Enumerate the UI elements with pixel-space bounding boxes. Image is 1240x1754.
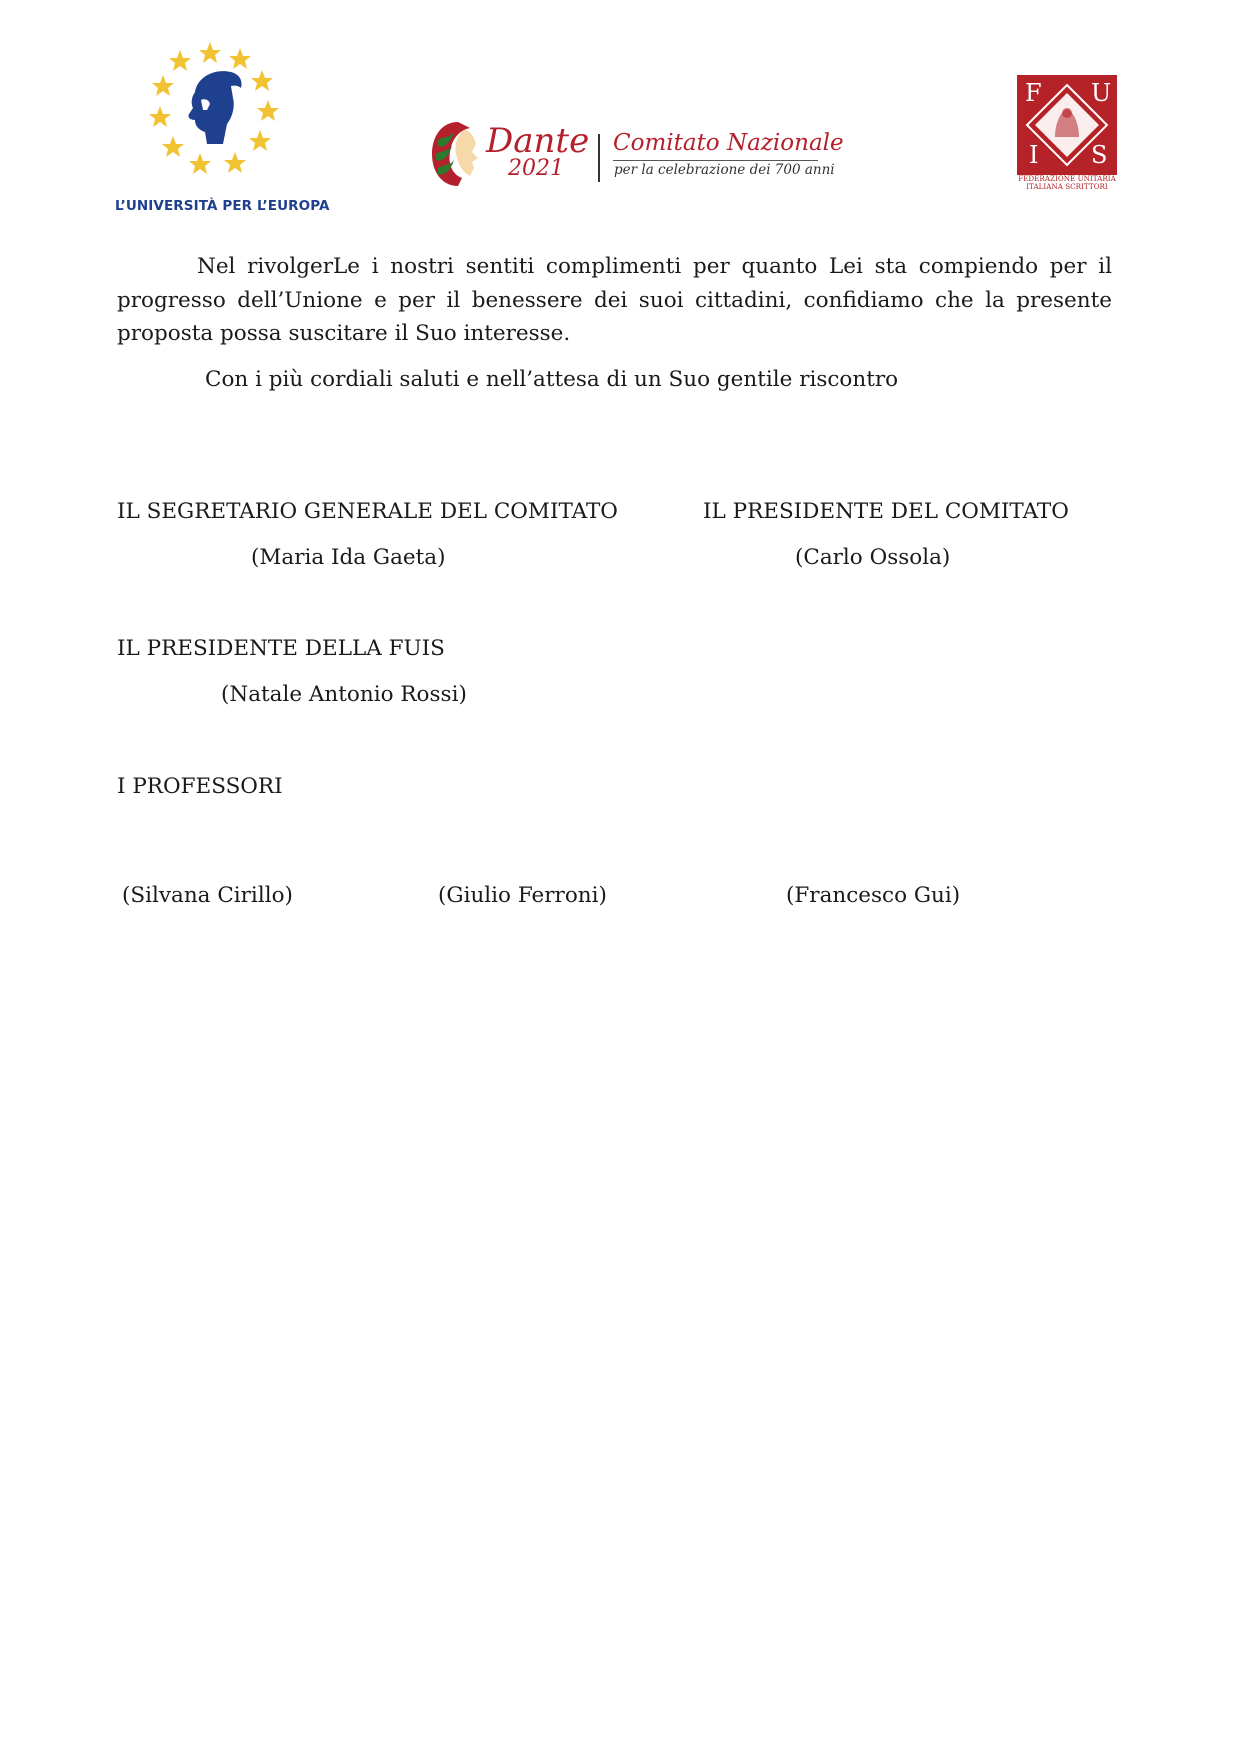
athena-helmet-icon [188, 71, 241, 144]
fuis-emblem [1017, 75, 1117, 175]
president-committee-name: (Carlo Ossola) [795, 545, 951, 570]
fuis-caption-line2: ITALIANA SCRITTORI [1026, 182, 1108, 192]
president-fuis-name: (Natale Antonio Rossi) [221, 682, 467, 707]
fuis-letter-i: I [1029, 141, 1039, 169]
professor-name: (Giulio Ferroni) [438, 883, 607, 908]
professor-name: (Francesco Gui) [786, 883, 961, 908]
president-committee-role: IL PRESIDENTE DEL COMITATO [703, 499, 1069, 524]
fuis-logo [1017, 75, 1117, 192]
president-fuis-role: IL PRESIDENTE DELLA FUIS [117, 636, 445, 661]
fuis-letter-s: S [1091, 141, 1108, 169]
fuis-caption [1017, 175, 1117, 192]
greeting-paragraph: Con i più cordiali saluti e nell’attesa di un Suo gentile riscontro [205, 367, 899, 392]
dante-profile-icon [428, 118, 488, 190]
dante-2021-logo [428, 118, 848, 198]
university-logo-caption: L’UNIVERSITÀ PER L’EUROPA [115, 198, 330, 214]
dante-year: 2021 [508, 156, 564, 181]
comitato-subtitle: per la celebrazione dei 700 anni [614, 162, 835, 178]
dante-wordmark: Dante [486, 121, 590, 161]
professors-role: I PROFESSORI [117, 774, 283, 799]
professor-name: (Silvana Cirillo) [122, 883, 293, 908]
secretary-name: (Maria Ida Gaeta) [251, 545, 446, 570]
fuis-letter-f: F [1025, 79, 1042, 107]
logo-separator [598, 134, 600, 182]
university-europe-logo [115, 40, 330, 215]
fuis-caption-line1: FEDERAZIONE UNITARIA [1018, 174, 1116, 183]
athena-stars-emblem [135, 40, 300, 190]
closing-paragraph: Nel rivolgerLe i nostri sentiti complimenti per quanto Lei sta compiendo per il progresso dell’Unione e per il benessere dei suoi cittadini, confidiamo che la presente proposta possa suscitare il Suo interesse. [117, 254, 1112, 346]
comitato-nazionale-title: Comitato Nazionale [613, 130, 844, 156]
logo-rule [613, 160, 818, 161]
fuis-letter-u: U [1091, 79, 1112, 107]
secretary-role: IL SEGRETARIO GENERALE DEL COMITATO [117, 499, 618, 524]
